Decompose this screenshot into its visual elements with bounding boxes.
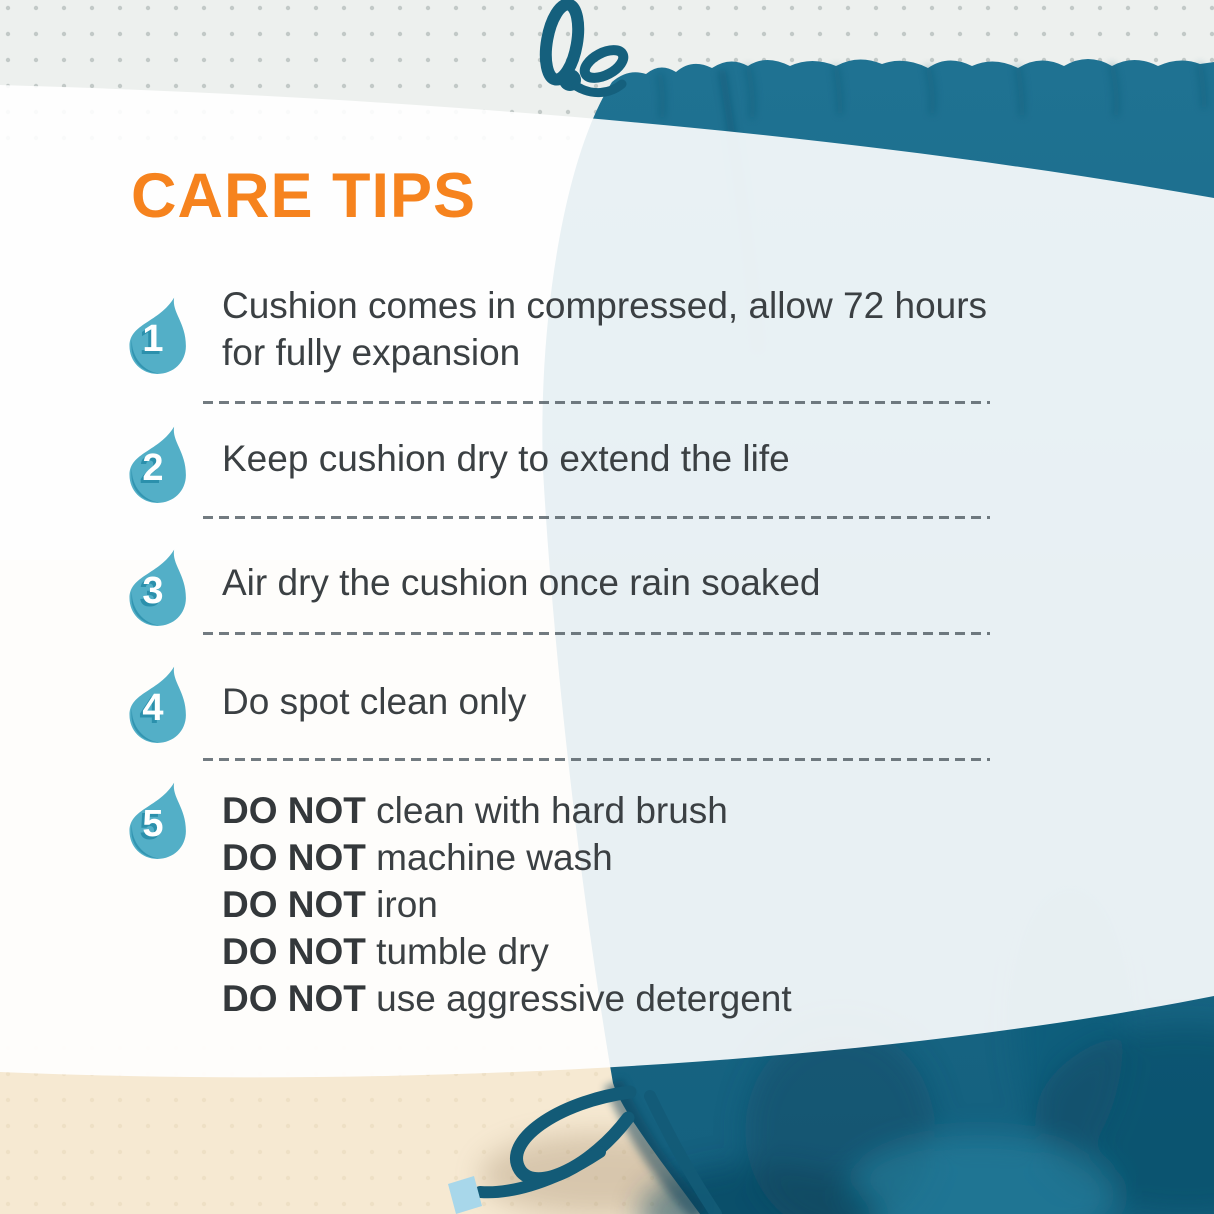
tip-text [222,678,1052,725]
tip-text [222,559,1052,606]
tip-text [222,435,1052,482]
tip-line-text: iron [365,884,438,925]
tip-line-emphasis: DO NOT [222,931,366,972]
dashed-divider [203,516,990,519]
tip-line [222,881,1052,928]
tip-line-text: machine wash [365,837,613,878]
tip-text [222,282,1052,376]
tip-line-emphasis: DO NOT [222,884,366,925]
water-drop-icon [127,546,189,629]
water-drop-icon [127,779,189,862]
tip-line [222,329,1052,376]
tip-line-text: clean with hard brush [365,790,728,831]
tip-number: 5 [142,803,164,845]
tip-line-text: Keep cushion dry to extend the life [222,438,790,479]
tip-number: 3 [142,570,164,612]
water-drop-icon [127,663,189,746]
page-title: CARE TIPS [131,161,477,231]
tip-line-text: for fully expansion [222,332,521,373]
tip-line [222,435,1052,482]
tip-line-text: tumble dry [365,931,549,972]
tip-line-emphasis: DO NOT [222,837,366,878]
tip-line-emphasis: DO NOT [222,790,366,831]
dashed-divider [203,401,990,404]
tip-line-text: Air dry the cushion once rain soaked [222,562,821,603]
tip-number: 2 [142,447,164,489]
tip-number: 4 [142,687,164,729]
tip-text [222,787,1052,1022]
dashed-divider [203,632,990,635]
tip-line-text: use aggressive detergent [365,978,792,1019]
tip-line [222,282,1052,329]
tip-line-text: Cushion comes in compressed, allow 72 hours [222,285,988,326]
water-drop-icon [127,423,189,506]
tip-line [222,975,1052,1022]
tip-line [222,678,1052,725]
tip-number: 1 [142,318,164,360]
tip-line [222,559,1052,606]
water-drop-icon [127,294,189,377]
dashed-divider [203,758,990,761]
tip-line-text: Do spot clean only [222,681,527,722]
tip-line [222,834,1052,881]
tip-line [222,928,1052,975]
tip-line-emphasis: DO NOT [222,978,366,1019]
tip-line [222,787,1052,834]
